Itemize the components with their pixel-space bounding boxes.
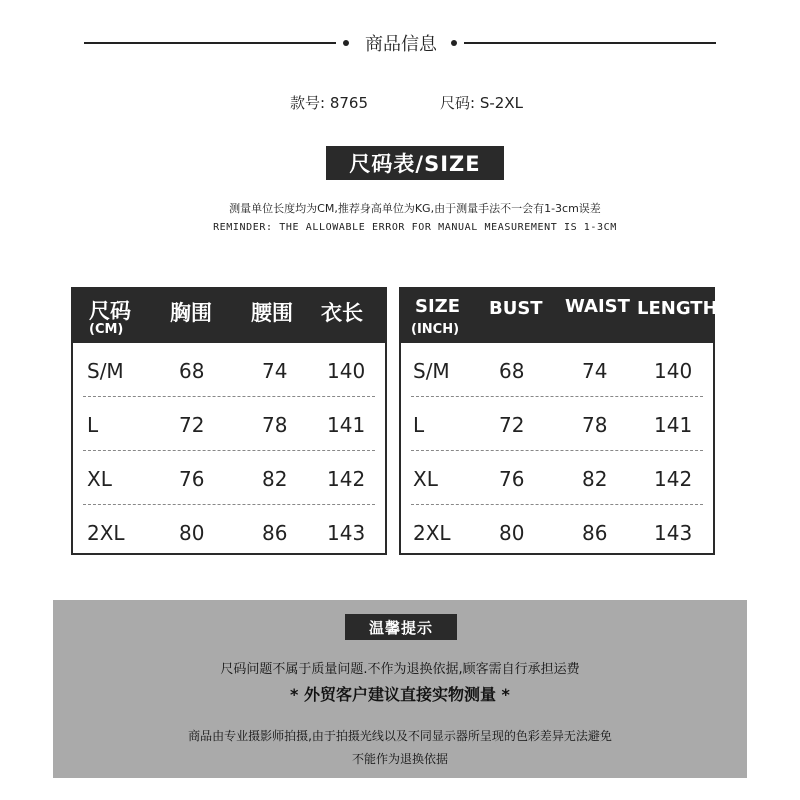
cell-bust: 76 — [179, 467, 205, 491]
header-size: 尺码 — [89, 299, 131, 323]
cell-size: XL — [87, 467, 112, 491]
style-number-label: 款号: — [290, 94, 326, 112]
tips-line-2: * 外贸客户建议直接实物测量 * — [290, 685, 510, 704]
size-table-cm — [71, 287, 387, 555]
cell-length: 143 — [654, 521, 693, 545]
cell-length: 140 — [327, 359, 366, 383]
tips-line-3: 商品由专业摄影师拍摄,由于拍摄光线以及不同显示器所呈现的色彩差异无法避免 — [188, 729, 612, 743]
table-row — [73, 399, 385, 453]
cell-waist: 86 — [582, 521, 608, 545]
table-header — [73, 289, 385, 343]
tips-panel — [53, 600, 747, 778]
table-header — [401, 289, 718, 343]
header-bust: BUST — [489, 298, 543, 319]
cell-waist: 74 — [582, 359, 608, 383]
cell-length: 142 — [327, 467, 366, 491]
cell-length: 143 — [327, 521, 366, 545]
cell-waist: 74 — [262, 359, 288, 383]
row-divider — [411, 450, 703, 451]
tips-line-4: 不能作为退换依据 — [351, 752, 448, 766]
cell-waist: 86 — [262, 521, 288, 545]
row-divider — [83, 450, 375, 451]
row-divider — [83, 396, 375, 397]
header-length: 衣长 — [321, 301, 363, 325]
cell-size: S/M — [413, 359, 450, 383]
table-row — [401, 345, 713, 399]
row-divider — [411, 396, 703, 397]
style-number-value: 8765 — [329, 94, 369, 112]
table-row — [401, 507, 713, 561]
row-divider — [83, 504, 375, 505]
cell-waist: 78 — [262, 413, 288, 437]
tips-line-1: 尺码问题不属于质量问题.不作为退换依据,顾客需自行承担运费 — [220, 662, 580, 677]
header-waist: WAIST — [565, 296, 630, 317]
header-bust: 胸围 — [170, 301, 212, 325]
header-length: LENGTH — [637, 298, 718, 319]
size-range-label: 尺码: — [440, 94, 476, 112]
header-unit: (CM) — [89, 322, 124, 337]
table-row — [73, 507, 385, 561]
cell-waist: 82 — [262, 467, 288, 491]
style-number — [290, 92, 368, 113]
tips-title: 温馨提示 — [345, 614, 457, 640]
cell-length: 140 — [654, 359, 693, 383]
measurement-note-cn: 测量单位长度均为CM,推荐身高单位为KG,由于测量手法不一会有1-3cm误差 — [229, 202, 601, 215]
table-row — [73, 453, 385, 507]
measurement-note-en: REMINDER: THE ALLOWABLE ERROR FOR MANUAL MEASUREMENT IS 1-3CM — [213, 222, 617, 233]
size-chart-title: 尺码表/SIZE — [326, 146, 504, 180]
size-range-value: S-2XL — [479, 94, 523, 112]
cell-length: 142 — [654, 467, 693, 491]
cell-waist: 82 — [582, 467, 608, 491]
cell-bust: 80 — [499, 521, 525, 545]
cell-bust: 76 — [499, 467, 525, 491]
table-row — [73, 345, 385, 399]
header-unit: (INCH) — [411, 322, 460, 337]
cell-size: S/M — [87, 359, 124, 383]
header-rule-left — [84, 42, 336, 44]
size-range — [440, 92, 523, 113]
table-row — [401, 399, 713, 453]
header-dot-right — [451, 40, 457, 46]
cell-bust: 68 — [499, 359, 525, 383]
header-dot-left — [343, 40, 349, 46]
header-size: SIZE — [415, 296, 461, 317]
cell-bust: 80 — [179, 521, 205, 545]
row-divider — [411, 504, 703, 505]
cell-bust: 68 — [179, 359, 205, 383]
cell-size: XL — [413, 467, 438, 491]
table-row — [401, 453, 713, 507]
cell-size: L — [413, 413, 425, 437]
cell-size: 2XL — [413, 521, 451, 545]
cell-size: L — [87, 413, 99, 437]
size-table-inch — [399, 287, 718, 555]
header-rule-right — [464, 42, 716, 44]
cell-size: 2XL — [87, 521, 125, 545]
header-waist: 腰围 — [251, 301, 293, 325]
cell-length: 141 — [654, 413, 693, 437]
cell-length: 141 — [327, 413, 366, 437]
cell-bust: 72 — [179, 413, 205, 437]
header-title: 商品信息 — [365, 34, 437, 55]
cell-waist: 78 — [582, 413, 608, 437]
cell-bust: 72 — [499, 413, 525, 437]
